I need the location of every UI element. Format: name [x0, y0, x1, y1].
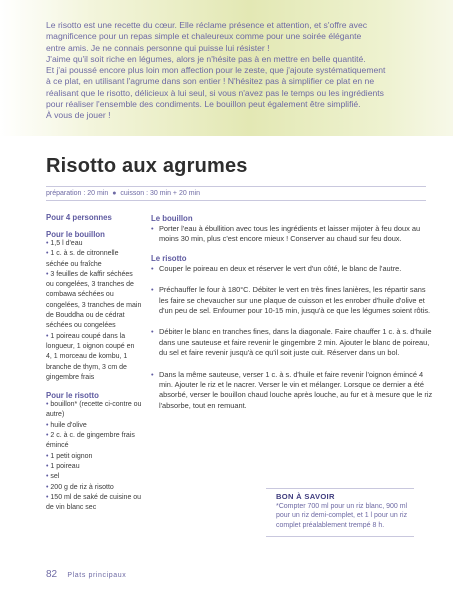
bullet-icon: • — [151, 327, 154, 337]
servings: Pour 4 personnes — [46, 213, 112, 222]
step-item: • Couper le poireau en deux et réserver le vert d'un côté, le blanc de l'autre. — [151, 263, 402, 273]
bullet-icon: • — [46, 270, 51, 278]
page-number: 82 — [46, 569, 58, 580]
intro-line: entre amis. Je ne connais personne qui puisse lui résister ! — [46, 42, 270, 53]
risotto-ingredients-list — [46, 400, 142, 513]
ingredient-item: • 200 g de riz à risotto — [46, 483, 114, 491]
intro-line: à ce plat, en utilisant l'agrume dans son entier ! N'hésitez pas à simplifier ce plat en ne — [46, 76, 375, 87]
page-footer — [46, 569, 126, 580]
intro-band — [0, 0, 453, 136]
intro-line: J'aime qu'il soit riche en légumes, alors je n'hésite pas à en mettre en belle quantité. — [46, 53, 366, 64]
ingredient-item: • 1 petit oignon — [46, 452, 93, 460]
ingredient-item: • 150 ml de saké de cuisine ou de vin blanc sec — [46, 493, 142, 512]
bullet-icon: • — [151, 285, 154, 295]
bullet-icon: • — [46, 240, 51, 247]
step-item: • Préchauffer le four à 180°C. Débiter le vert en très fines lanières, les répartir sans les faire se chevaucher sur une plaque de cuisson et les enrober d'huile d'olive et d'un peu de sel. Enfourner pour 10-15 min, jusqu'à ce que les légumes soient rôtis. — [151, 285, 431, 316]
tip-text: *Compter 700 ml pour un riz blanc, 900 ml pour un riz demi-complet, et 1 l pour un riz complet préalablement trempé 8 h. — [276, 503, 408, 529]
ingredients-column — [46, 213, 142, 513]
bullet-icon: • — [46, 462, 51, 470]
ingredient-item: • 3 feuilles de kaffir séchées ou congelées, 3 tranches de combawa séchées ou congelées, 3 tranches de main de Bouddha ou de cédrat séchées ou congelées — [46, 270, 142, 330]
ingredient-item: • bouillon* (recette ci-contre ou autre) — [46, 401, 142, 419]
step-item: • Porter l'eau à ébullition avec tous les ingrédients et laisser mijoter à feu doux au moins 30 min, plus c'est encore mieux ! Conserver au chaud sur feu doux. — [151, 224, 421, 244]
ingredient-item: • 1,5 l d'eau — [46, 240, 83, 247]
recipe-times — [46, 186, 426, 201]
bullet-icon: • — [46, 401, 51, 409]
bullet-icon: • — [46, 483, 51, 491]
step-item: • Débiter le blanc en tranches fines, dans la diagonale. Faire chauffer 1 c. à s. d'huile dans une sauteuse et faire revenir le gingembre 2 min. Ajouter le blanc de poireau, du sel et faire revenir jusqu'à ce qu'il soit juste cuit. Réserver dans un bol. — [151, 327, 432, 358]
bullet-icon: • — [46, 250, 51, 258]
bullet-icon: • — [46, 452, 51, 460]
risotto-steps-title: Le risotto — [151, 253, 187, 263]
intro-line: À vous de jouer ! — [46, 110, 111, 121]
bullet-icon: • — [46, 473, 51, 481]
bullet-icon: • — [46, 432, 51, 440]
tip-title: BON À SAVOIR — [276, 492, 335, 501]
cook-time: cuisson : 30 min + 20 min — [120, 190, 200, 197]
bullet-icon: • — [46, 421, 51, 429]
bullet-icon: • — [151, 263, 154, 273]
bullet-icon: • — [46, 493, 51, 501]
bullet-icon: • — [46, 332, 51, 340]
bouillon-ingredients-list — [46, 239, 142, 383]
recipe-title: Risotto aux agrumes — [46, 155, 248, 177]
prep-time: préparation : 20 min — [46, 190, 109, 197]
ingredient-item: • sel — [46, 473, 60, 481]
risotto-ingredients-title: Pour le risotto — [46, 391, 99, 401]
bouillon-steps-title: Le bouillon — [151, 214, 193, 223]
ingredient-item: • 1 poireau coupé dans la longueur, 1 oignon coupé en 4, 1 morceau de kombu, 1 branche de thym, 3 cm de gingembre frais — [46, 332, 135, 381]
intro-line: pour réaliser l'ensemble des condiments. Le bouillon peut également être simplifié. — [46, 99, 361, 110]
intro-line: magnificence pour un repas simple et chaleureux comme pour une soirée élégante — [46, 31, 362, 42]
intro-line: Et j'ai poussé encore plus loin mon affection pour le zeste, que j'ajoute systématiquement — [46, 65, 386, 76]
step-item: • Dans la même sauteuse, verser 1 c. à s. d'huile et faire revenir l'oignon émincé 4 min. Ajouter le riz et le nacrer. Verser le vin et mélanger. Lorsque ce dernier a été absorbé, verser le bouillon chaud louche après louche, au fur et à mesure que le riz l'absorbe, tout en remuant. — [151, 369, 433, 410]
ingredient-item: • 2 c. à c. de gingembre frais émincé — [46, 432, 135, 450]
ingredient-item: • 1 poireau — [46, 462, 80, 470]
bullet-icon: • — [151, 224, 154, 233]
separator-bullet: ● — [112, 190, 117, 197]
ingredient-item: • huile d'olive — [46, 421, 87, 429]
ingredient-item: • 1 c. à s. de citronnelle séchée ou fraîche — [46, 250, 119, 268]
steps-column — [151, 214, 433, 411]
bullet-icon: • — [151, 369, 154, 379]
intro-line: Le risotto est une recette du cœur. Elle réclame présence et attention, et s'offre avec — [46, 20, 368, 30]
tip-box — [266, 488, 414, 537]
intro-line: réalisant que le risotto, délicieux à lui seul, si vous n'avez pas le temps ou les ingrédients — [46, 87, 384, 98]
bouillon-ingredients-title: Pour le bouillon — [46, 230, 105, 239]
section-name: Plats principaux — [67, 572, 127, 579]
